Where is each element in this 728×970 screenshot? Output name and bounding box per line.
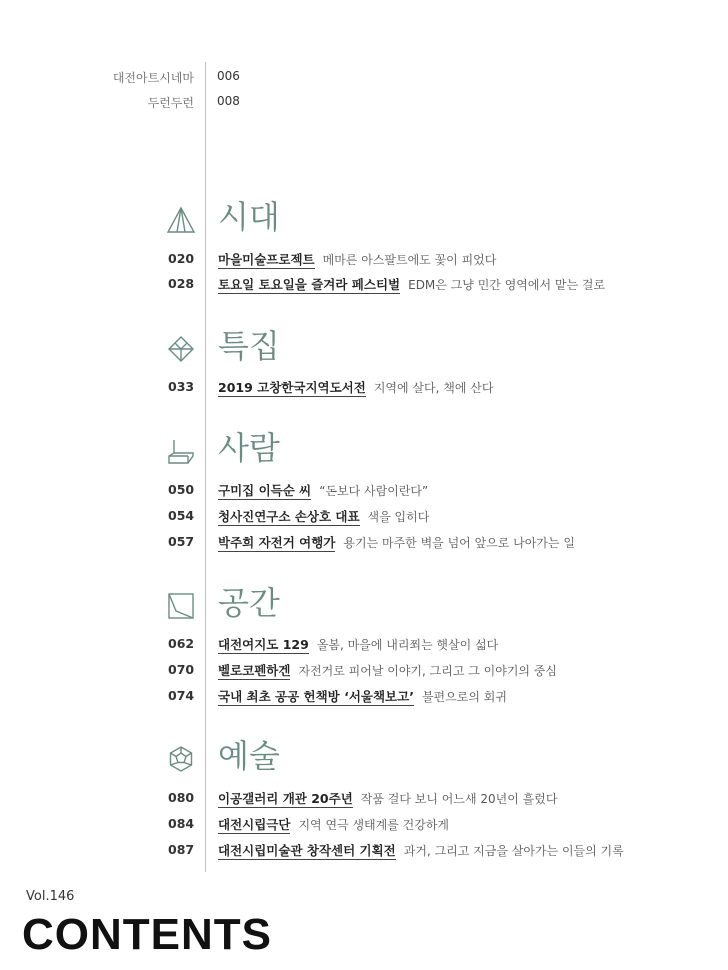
toc-page-number: 057 [168, 534, 195, 549]
toc-top-entry[interactable] [0, 92, 728, 112]
volume-label: Vol.146 [26, 889, 75, 904]
triangle-icon [166, 205, 196, 235]
toc-entry-title: 대전시립미술관 창작센터 기획전 [218, 843, 396, 858]
contents-heading: CONTENTS [22, 910, 272, 959]
toc-top-page: 006 [217, 69, 240, 83]
toc-page-number: 062 [168, 636, 195, 651]
toc-entry-title: 2019 고창한국지역도서전 [218, 380, 366, 395]
toc-page-number: 084 [168, 816, 195, 831]
toc-page-number: 087 [168, 842, 195, 857]
toc-page-number: 080 [168, 790, 195, 805]
section-header [0, 195, 728, 243]
toc-entry-title: 구미집 이득순 씨 [218, 483, 312, 498]
toc-entry-desc: “돈보다 사람이란다” [319, 484, 429, 498]
diamond-icon [166, 334, 196, 364]
toc-entry[interactable] [0, 659, 728, 681]
section-header [0, 426, 728, 474]
toc-entry-desc: 지역 연극 생태계를 건강하게 [298, 818, 450, 832]
toc-entry-desc: EDM은 그냥 민간 영역에서 맡는 걸로 [408, 278, 606, 292]
toc-entry-title: 대전여지도 129 [218, 637, 309, 652]
toc-entry-title: 박주희 자전거 여행가 [218, 535, 336, 550]
toc-page-number: 033 [168, 379, 195, 394]
toc-entry-desc: 자전거로 피어날 이야기, 그리고 그 이야기의 중심 [298, 664, 557, 678]
section-title: 공간 [218, 584, 280, 622]
toc-entry[interactable] [0, 787, 728, 809]
toc-entry-title: 이공갤러리 개관 20주년 [218, 791, 353, 806]
toc-page-number: 074 [168, 688, 195, 703]
toc-top-label: 두런두런 [147, 96, 194, 110]
toc-top-page: 008 [217, 94, 240, 108]
toc-entry[interactable] [0, 685, 728, 707]
toc-page-number: 028 [168, 276, 195, 291]
toc-entry-desc: 불편으로의 회귀 [421, 690, 507, 704]
toc-entry-desc: 과거, 그리고 지금을 살아가는 이들의 기록 [403, 844, 624, 858]
toc-entry-title: 벨로코펜하겐 [218, 663, 291, 678]
section-header [0, 324, 728, 372]
toc-entry[interactable] [0, 813, 728, 835]
toc-entry-title: 토요일 토요일을 즐겨라 페스티벌 [218, 277, 401, 292]
frame-icon [166, 591, 196, 621]
section-title: 시대 [218, 198, 280, 236]
toc-entry[interactable] [0, 505, 728, 527]
geodesic-icon [166, 744, 196, 774]
toc-entry[interactable] [0, 839, 728, 861]
cube-icon [166, 436, 196, 466]
toc-entry[interactable] [0, 376, 728, 398]
section-title: 예술 [218, 737, 280, 775]
toc-entry[interactable] [0, 273, 728, 295]
toc-top-label: 대전아트시네마 [112, 71, 194, 85]
toc-page-number: 054 [168, 508, 195, 523]
toc-entry[interactable] [0, 479, 728, 501]
toc-entry-desc: 메마른 아스팔트에도 꽃이 피었다 [322, 253, 497, 267]
section-title: 사람 [218, 429, 280, 467]
toc-entry-title: 국내 최초 공공 헌책방 ‘서울책보고’ [218, 689, 414, 704]
toc-entry-desc: 용기는 마주한 벽을 넘어 앞으로 나아가는 일 [343, 536, 575, 550]
toc-entry-title: 청사진연구소 손상호 대표 [218, 509, 360, 524]
section-header [0, 581, 728, 629]
toc-top-entry[interactable] [0, 67, 728, 87]
toc-entry[interactable] [0, 248, 728, 270]
toc-page-number: 070 [168, 662, 195, 677]
toc-entry-title: 마을미술프로젝트 [218, 252, 315, 267]
section-title: 특집 [218, 327, 280, 365]
toc-entry-desc: 올봄, 마을에 내리쬐는 햇살이 섧다 [316, 638, 499, 652]
toc-entry-desc: 색을 입히다 [367, 510, 430, 524]
toc-entry[interactable] [0, 531, 728, 553]
section-header [0, 734, 728, 782]
toc-entry-desc: 지역에 살다, 책에 산다 [373, 381, 494, 395]
toc-entry-desc: 작품 걸다 보니 어느새 20년이 흘렀다 [360, 792, 558, 806]
toc-page-number: 020 [168, 251, 195, 266]
toc-page-number: 050 [168, 482, 195, 497]
toc-entry[interactable] [0, 633, 728, 655]
toc-entry-title: 대전시립극단 [218, 817, 291, 832]
